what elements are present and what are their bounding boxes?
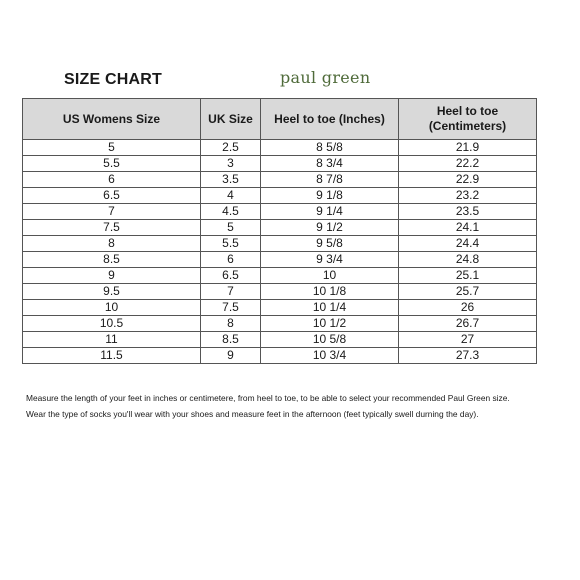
note-line: Wear the type of socks you'll wear with your shoes and measure feet in the afternoon (feet typically swell durning the day). <box>26 408 479 419</box>
table-row <box>23 348 537 364</box>
us-size-cell: 5 <box>23 140 201 156</box>
uk-size-cell: 6 <box>201 252 261 268</box>
inches-cell: 8 5/8 <box>261 140 399 156</box>
table-header-row <box>23 99 537 140</box>
table-row <box>23 188 537 204</box>
uk-size-cell: 4.5 <box>201 204 261 220</box>
table-row <box>23 268 537 284</box>
column-header-inches: Heel to toe (Inches) <box>261 99 399 140</box>
us-size-cell: 7.5 <box>23 220 201 236</box>
uk-size-cell: 8.5 <box>201 332 261 348</box>
uk-size-cell: 6.5 <box>201 268 261 284</box>
uk-size-cell: 5 <box>201 220 261 236</box>
uk-size-cell: 7 <box>201 284 261 300</box>
measurement-notes <box>26 391 576 422</box>
centimeters-cell: 23.2 <box>399 188 537 204</box>
centimeters-cell: 24.4 <box>399 236 537 252</box>
note-line: Measure the length of your feet in inches or centimetere, from heel to toe, to be able to select your recommended Paul Green size. <box>26 393 510 403</box>
inches-cell: 10 5/8 <box>261 332 399 348</box>
us-size-cell: 6 <box>23 172 201 188</box>
centimeters-cell: 27.3 <box>399 348 537 364</box>
inches-cell: 10 1/2 <box>261 316 399 332</box>
uk-size-cell: 7.5 <box>201 300 261 316</box>
us-size-cell: 7 <box>23 204 201 220</box>
uk-size-cell: 3.5 <box>201 172 261 188</box>
centimeters-cell: 24.8 <box>399 252 537 268</box>
table-row <box>23 332 537 348</box>
centimeters-cell: 25.7 <box>399 284 537 300</box>
us-size-cell: 6.5 <box>23 188 201 204</box>
inches-cell: 10 <box>261 268 399 284</box>
inches-cell: 9 1/8 <box>261 188 399 204</box>
inches-cell: 10 1/8 <box>261 284 399 300</box>
centimeters-cell: 22.9 <box>399 172 537 188</box>
column-header-centimeters-line1: Heel to toe <box>436 104 499 118</box>
us-size-cell: 11 <box>23 332 201 348</box>
brand-logo <box>280 68 370 87</box>
centimeters-cell: 27 <box>399 332 537 348</box>
table-row <box>23 220 537 236</box>
us-size-cell: 10 <box>23 300 201 316</box>
table-row <box>23 284 537 300</box>
column-header-us-size: US Womens Size <box>23 99 201 140</box>
us-size-cell: 9.5 <box>23 284 201 300</box>
centimeters-cell: 21.9 <box>399 140 537 156</box>
column-header-centimeters <box>399 99 537 140</box>
table-row <box>23 236 537 252</box>
uk-size-cell: 8 <box>201 316 261 332</box>
us-size-cell: 8.5 <box>23 252 201 268</box>
column-header-uk-size: UK Size <box>201 99 261 140</box>
centimeters-cell: 26.7 <box>399 316 537 332</box>
inches-cell: 8 7/8 <box>261 172 399 188</box>
centimeters-cell: 22.2 <box>399 156 537 172</box>
uk-size-cell: 2.5 <box>201 140 261 156</box>
us-size-cell: 9 <box>23 268 201 284</box>
table-row <box>23 300 537 316</box>
column-header-centimeters-line2: (Centimeters) <box>428 119 507 133</box>
us-size-cell: 11.5 <box>23 348 201 364</box>
us-size-cell: 10.5 <box>23 316 201 332</box>
centimeters-cell: 25.1 <box>399 268 537 284</box>
uk-size-cell: 9 <box>201 348 261 364</box>
table-row <box>23 172 537 188</box>
us-size-cell: 5.5 <box>23 156 201 172</box>
inches-cell: 10 3/4 <box>261 348 399 364</box>
inches-cell: 9 1/4 <box>261 204 399 220</box>
centimeters-cell: 24.1 <box>399 220 537 236</box>
size-table <box>22 98 537 364</box>
table-body <box>23 140 537 364</box>
brand-logo-text: paul green <box>280 68 371 87</box>
table-row <box>23 140 537 156</box>
page-title: SIZE CHART <box>64 71 162 88</box>
uk-size-cell: 4 <box>201 188 261 204</box>
inches-cell: 10 1/4 <box>261 300 399 316</box>
inches-cell: 8 3/4 <box>261 156 399 172</box>
uk-size-cell: 3 <box>201 156 261 172</box>
inches-cell: 9 1/2 <box>261 220 399 236</box>
inches-cell: 9 3/4 <box>261 252 399 268</box>
centimeters-cell: 23.5 <box>399 204 537 220</box>
table-row <box>23 156 537 172</box>
uk-size-cell: 5.5 <box>201 236 261 252</box>
table-row <box>23 204 537 220</box>
table-row <box>23 252 537 268</box>
us-size-cell: 8 <box>23 236 201 252</box>
table-row <box>23 316 537 332</box>
centimeters-cell: 26 <box>399 300 537 316</box>
inches-cell: 9 5/8 <box>261 236 399 252</box>
